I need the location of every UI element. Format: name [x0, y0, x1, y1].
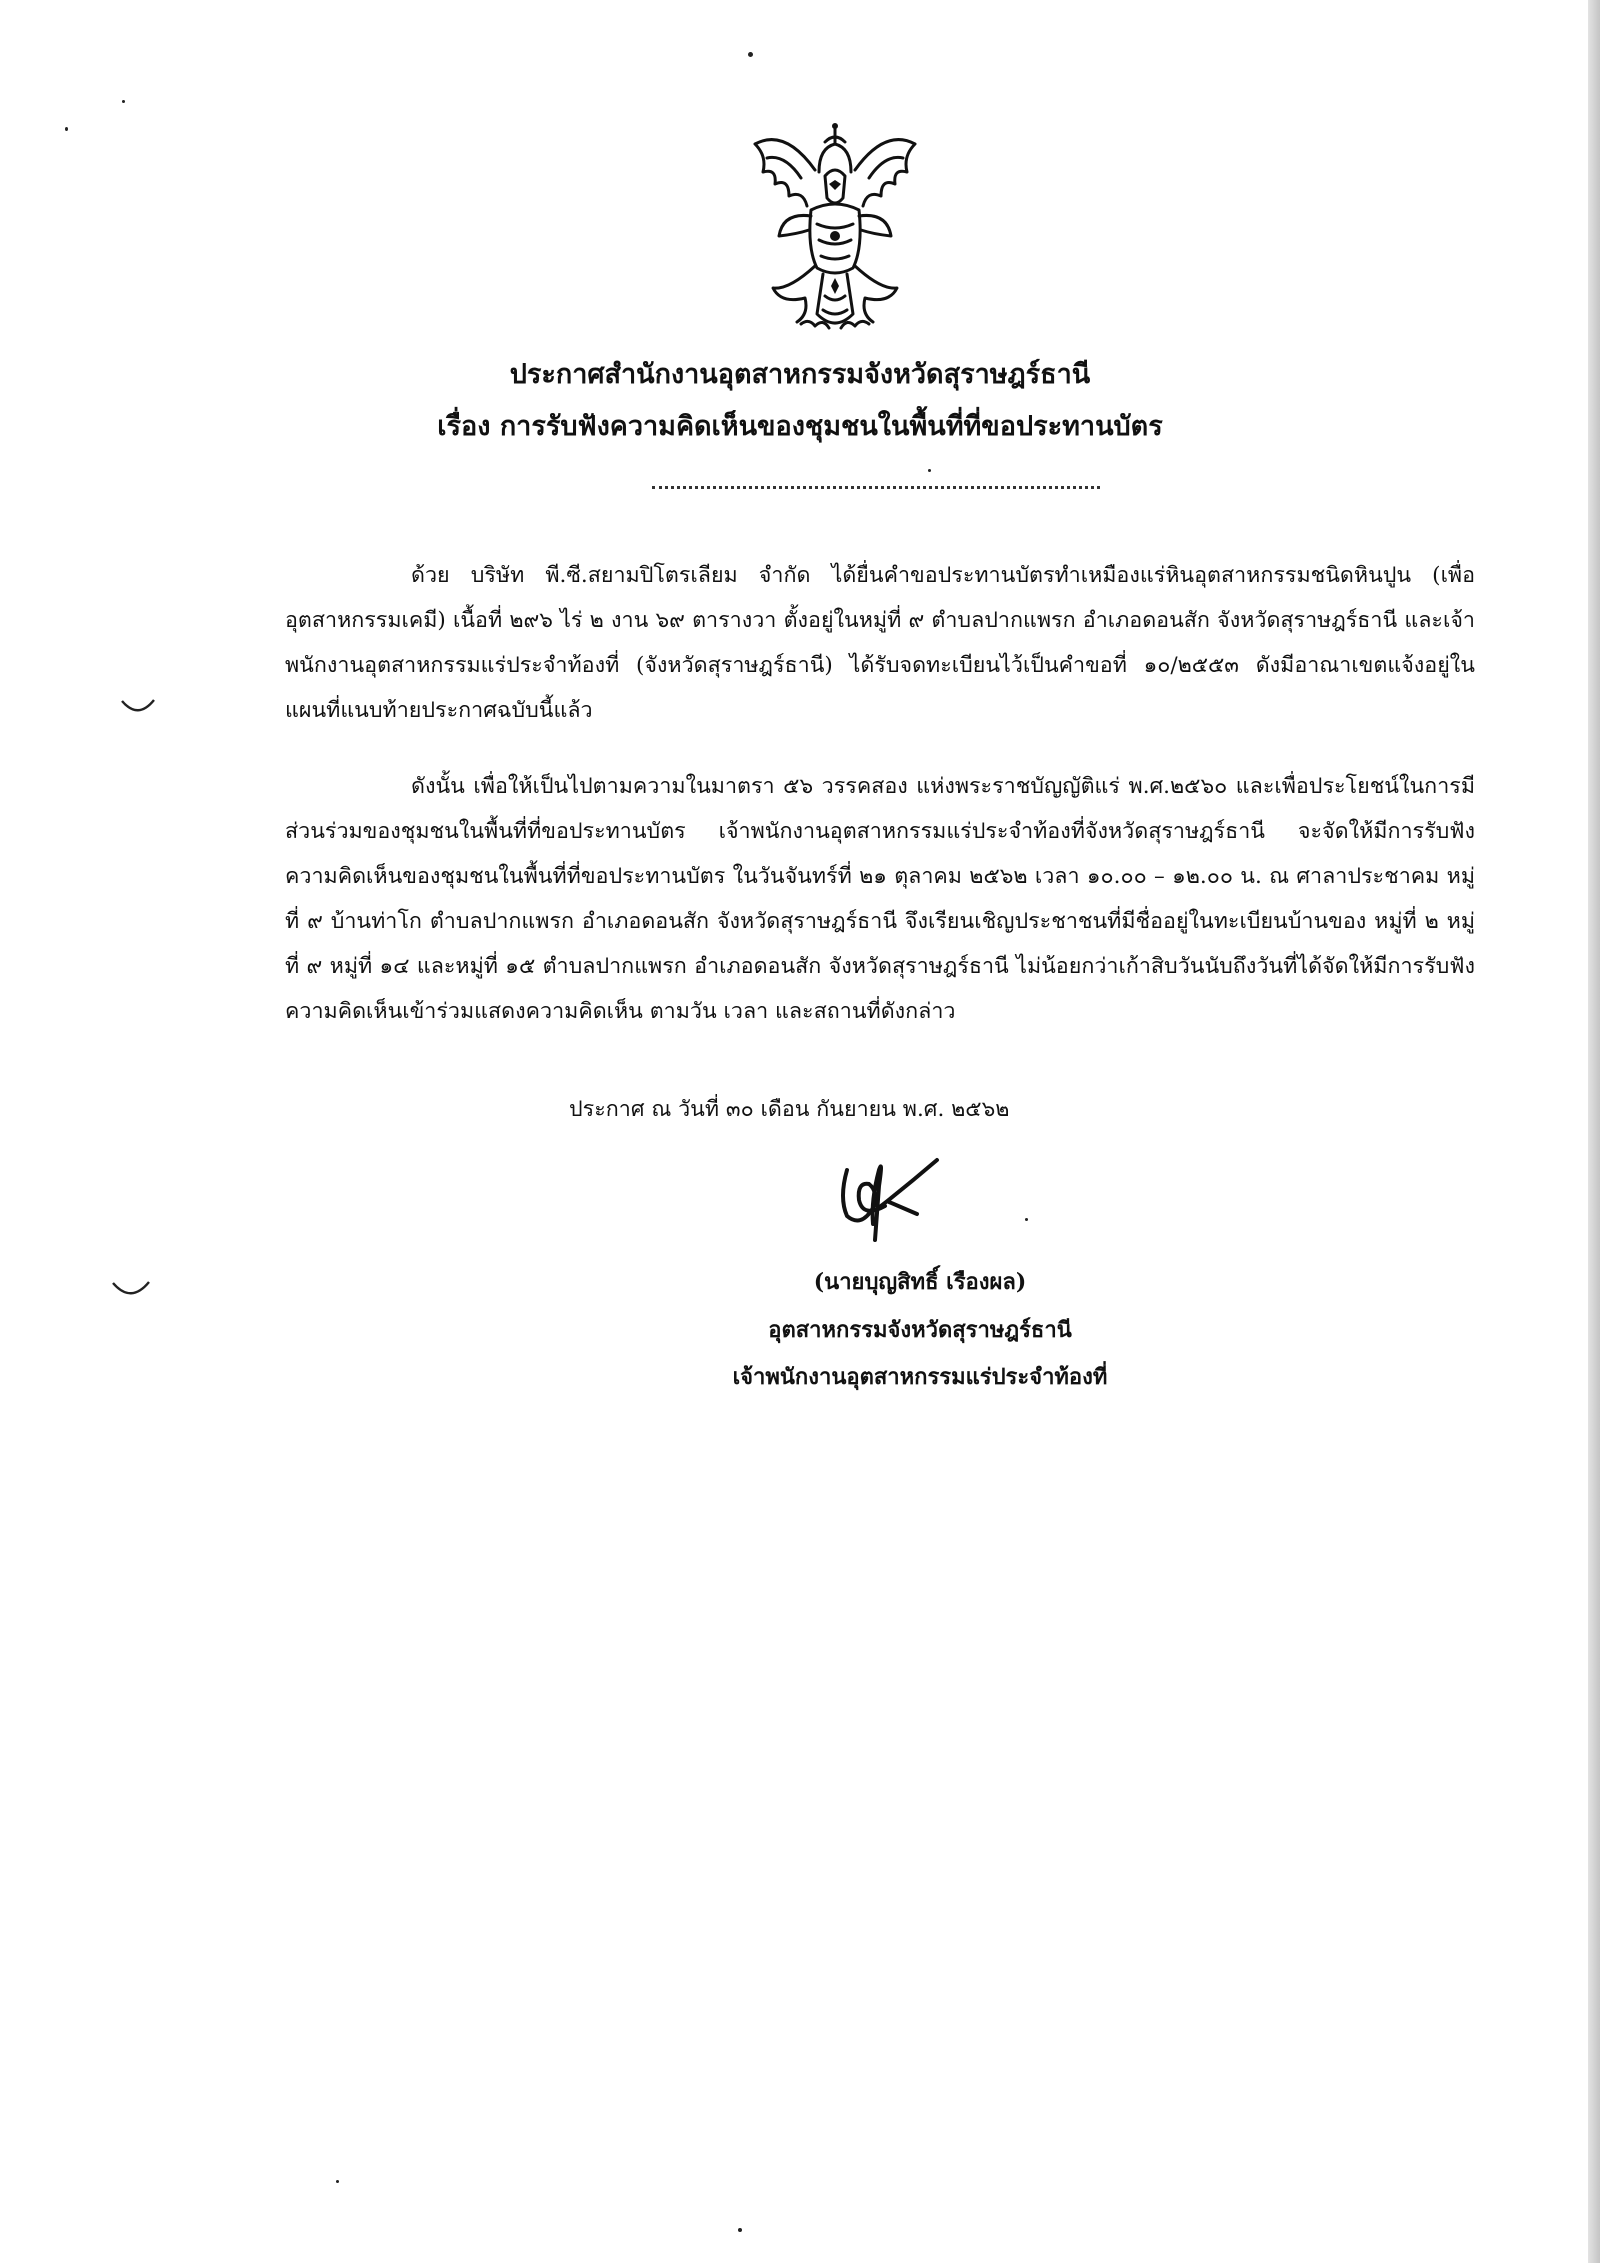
scan-speck — [122, 100, 125, 103]
signatory-name: (นายบุญสิทธิ์ เรืองผล) — [813, 1269, 1027, 1295]
garuda-emblem — [745, 118, 925, 340]
handwritten-signature — [833, 1144, 951, 1248]
announcement-date: ประกาศ ณ วันที่ ๓๐ เดือน กันยายน พ.ศ. ๒๕๖๒ — [569, 1097, 1010, 1122]
punch-hole-mark-bottom — [109, 1278, 153, 1304]
scan-speck — [336, 2180, 339, 2183]
announcement-title: ประกาศสำนักงานอุตสาหกรรมจังหวัดสุราษฎร์ธานี — [509, 359, 1091, 390]
dotted-divider — [652, 486, 1100, 489]
punch-hole-mark-top — [118, 696, 158, 720]
scan-speck — [1025, 1218, 1028, 1221]
scan-speck — [738, 2228, 742, 2232]
scan-edge-shadow — [1588, 0, 1600, 2263]
signatory-role: เจ้าพนักงานอุตสาหกรรมแร่ประจำท้องที่ — [732, 1364, 1108, 1390]
scan-speck — [65, 127, 68, 131]
scan-speck — [748, 52, 753, 57]
body-paragraph-1: ด้วย บริษัท พี.ซี.สยามปิโตรเลียม จำกัด ได้ยื่นคำขอประทานบัตรทำเหมืองแร่หินอุตสาหกรรมชนิดหินปูน (เพื่ออุตสาหกรรมเคมี) เนื้อที่ ๒๙๖ ไร่ ๒ งาน ๖๙ ตารางวา ตั้งอยู่ในหมู่ที่ ๙ ตำบลปากแพรก อำเภอดอนสัก จังหวัดสุราษฎร์ธานี และเจ้าพนักงานอุตสาหกรรมแร่ประจำท้องที่ (จังหวัดสุราษฎร์ธานี) ได้รับจดทะเบียนไว้เป็นคำขอที่ ๑๐/๒๕๕๓ ดังมีอาณาเขตแจ้งอยู่ในแผนที่แนบท้ายประกาศฉบับนี้แล้ว — [285, 563, 1475, 723]
scan-speck — [928, 469, 931, 472]
signatory-position: อุตสาหกรรมจังหวัดสุราษฎร์ธานี — [768, 1317, 1072, 1343]
announcement-subject: เรื่อง การรับฟังความคิดเห็นของชุมชนในพื้นที่ที่ขอประทานบัตร — [437, 411, 1163, 442]
body-paragraph-2: ดังนั้น เพื่อให้เป็นไปตามความในมาตรา ๕๖ วรรคสอง แห่งพระราชบัญญัติแร่ พ.ศ.๒๕๖๐ และเพื่อประโยชน์ในการมีส่วนร่วมของชุมชนในพื้นที่ที่ขอประทานบัตร เจ้าพนักงานอุตสาหกรรมแร่ประจำท้องที่จังหวัดสุราษฎร์ธานี จะจัดให้มีการรับฟังความคิดเห็นของชุมชนในพื้นที่ที่ขอประทานบัตร ในวันจันทร์ที่ ๒๑ ตุลาคม ๒๕๖๒ เวลา ๑๐.๐๐ – ๑๒.๐๐ น. ณ ศาลาประชาคม หมู่ที่ ๙ บ้านท่าโก ตำบลปากแพรก อำเภอดอนสัก จังหวัดสุราษฎร์ธานี จึงเรียนเชิญประชาชนที่มีชื่ออยู่ในทะเบียนบ้านของ หมู่ที่ ๒ หมู่ที่ ๙ หมู่ที่ ๑๔ และหมู่ที่ ๑๕ ตำบลปากแพรก อำเภอดอนสัก จังหวัดสุราษฎร์ธานี ไม่น้อยกว่าเก้าสิบวันนับถึงวันที่ได้จัดให้มีการรับฟังความคิดเห็นเข้าร่วมแสดงความคิดเห็น ตามวัน เวลา และสถานที่ดังกล่าว — [285, 774, 1475, 1024]
